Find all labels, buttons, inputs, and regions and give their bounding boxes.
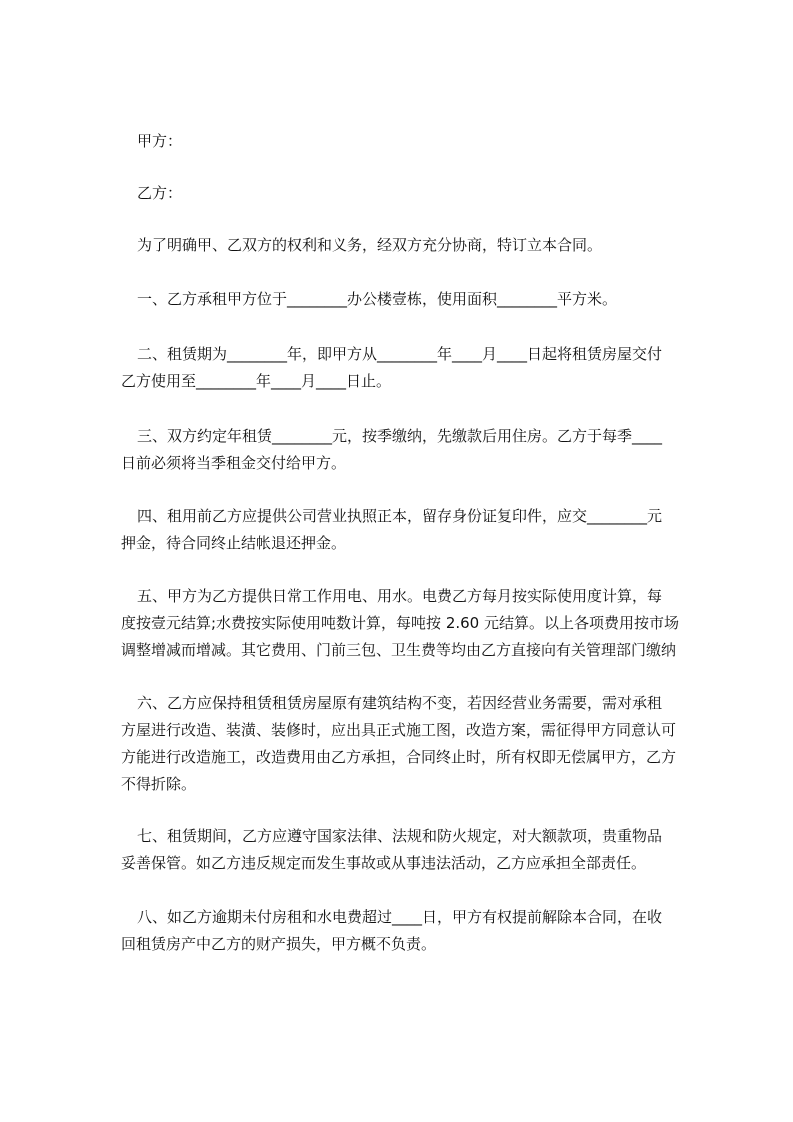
clause-6-line-1: 六、乙方应保持租赁租赁房屋原有建筑结构不变，若因经营业务需要，需对承租 [137,694,663,712]
clause-7 [121,823,707,877]
clause-8-line-2: 回租赁房产中乙方的财产损失，甲方概不负责。 [121,935,437,953]
party-a-label [137,128,707,155]
clause-3-line-2: 日前必须将当季租金交付给甲方。 [121,454,347,472]
clause-2-line-1: 二、租赁期为________年，即甲方从________年____月____日起将租赁房屋交付 [137,345,663,363]
clause-7-line-2: 妥善保管。如乙方违反规定而发生事故或从事违法活动，乙方应承担全部责任。 [121,854,647,872]
clause-1 [137,286,707,313]
clause-8 [121,904,707,958]
clause-4-line-2: 押金，待合同终止结帐退还押金。 [121,534,347,552]
clause-5-line-1: 五、甲方为乙方提供日常工作用电、用水。电费乙方每月按实际使用度计算，每 [137,587,663,605]
clause-3-line-1: 三、双方约定年租赁________元，按季缴纳，先缴款后用住房。乙方于每季____ [137,427,663,445]
clause-7-line-1: 七、租赁期间，乙方应遵守国家法律、法规和防火规定，对大额款项，贵重物品 [137,827,663,845]
party-b-text: 乙方： [137,184,183,202]
clause-8-line-1: 八、如乙方逾期未付房租和水电费超过____日，甲方有权提前解除本合同，在收 [137,908,663,926]
clause-4-line-1: 四、租用前乙方应提供公司营业执照正本，留存身份证复印件，应交________元 [137,507,663,525]
clause-2 [121,341,707,395]
clause-4 [121,503,707,557]
intro-paragraph [137,232,707,259]
clause-1-line-1: 一、乙方承租甲方位于________办公楼壹栋，使用面积________平方米。 [137,290,618,308]
clause-6-line-2: 方屋进行改造、装潢、装修时，应出具正式施工图，改造方案，需征得甲方同意认可 [121,721,677,739]
clause-5 [121,583,707,664]
clause-5-line-3: 调整增减而增减。其它费用、门前三包、卫生费等均由乙方直接向有关管理部门缴纳 [121,641,677,659]
clause-3 [121,423,707,477]
clause-5-line-2: 度按壹元结算;水费按实际使用吨数计算，每吨按 2.60 元结算。以上各项费用按市场 [121,614,679,632]
intro-text: 为了明确甲、乙双方的权利和义务，经双方充分协商，特订立本合同。 [137,236,603,254]
party-b-label [137,180,707,207]
clause-2-line-2: 乙方使用至________年____月____日止。 [121,372,392,390]
clause-6-line-3: 方能进行改造施工，改造费用由乙方承担，合同终止时，所有权即无偿属甲方，乙方 [121,748,677,766]
clause-6-line-4: 不得折除。 [121,775,197,793]
clause-6 [121,690,707,798]
party-a-text: 甲方： [137,132,183,150]
